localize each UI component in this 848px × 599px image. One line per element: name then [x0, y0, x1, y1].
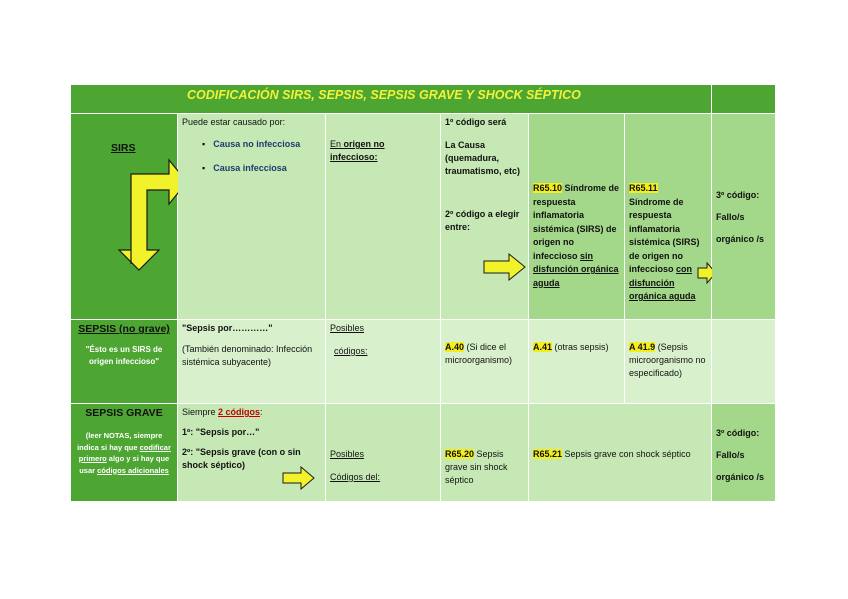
header-blank-cell [712, 85, 775, 114]
grave-organ-failure-label: Fallo/s [716, 450, 745, 460]
a41-cell [529, 320, 625, 404]
a419-text: A 41.9 (Sepsis microorganismo no especificado) [629, 342, 706, 378]
grave-codigos-label: Códigos del: [330, 472, 381, 482]
sepsis-desc-cell [178, 320, 326, 404]
grave-organ-label: orgánico /s [716, 472, 765, 482]
first-code-label: 1º código será [445, 117, 507, 127]
grave-code1: 1º: "Sepsis por…" [182, 427, 260, 437]
sirs-origin-cell [326, 114, 441, 320]
r6510-cell [529, 114, 625, 320]
sirs-origin-text: En origen no infeccioso: [330, 139, 385, 162]
sirs-causes-intro: Puede estar causado por: [182, 117, 286, 127]
list-item: ▪ Causa infecciosa [202, 163, 287, 173]
list-item: ▪ Causa no infecciosa [202, 139, 301, 149]
r6521-text: R65.21 Sepsis grave con shock séptico [533, 449, 691, 459]
a41-text: A.41 (otras sepsis) [533, 342, 609, 352]
organ-failure-label: Fallo/s [716, 212, 745, 222]
sepsis-title: "Sepsis por…………" [182, 323, 273, 333]
r6520-text: R65.20 Sepsis grave sin shock séptico [445, 449, 508, 485]
cause-infectious: Causa infecciosa [213, 163, 287, 173]
a40-cell [441, 320, 529, 404]
cause-text: La Causa (quemadura, traumatismo, etc) [445, 140, 521, 176]
sepsis-aka: (También denominado: Infección sistémica subyacente) [182, 344, 313, 367]
sepsis-label: SEPSIS (no grave) [78, 323, 170, 335]
sirs-label-cell [71, 114, 178, 320]
grave-code2: 2º: "Sepsis grave (con o sin shock séptico) [182, 447, 301, 470]
sepsis-posibles-cell [326, 320, 441, 404]
page-title: CODIFICACIÓN SIRS, SEPSIS, SEPSIS GRAVE Y SHOCK SÉPTICO [187, 88, 581, 102]
sirs-first-code-cell [441, 114, 529, 320]
grave-note: (leer NOTAS, siempre indica si hay que codificar primero algo y si hay que usar códigos adicionales [77, 431, 171, 475]
grave-right-arrow-icon [282, 466, 316, 490]
grave-label: SEPSIS GRAVE [85, 407, 163, 419]
r6511-cell [625, 114, 712, 320]
r6510-text: R65.10 Síndrome de respuesta inflamatoria sistémica (SIRS) de origen no infeccioso sin disfunción orgánica aguda [533, 183, 620, 288]
r6520-cell [441, 404, 529, 501]
a419-cell [625, 320, 712, 404]
sirs-causes-cell [178, 114, 326, 320]
grave-siempre: Siempre 2 códigos: [182, 407, 263, 417]
posibles-label: Posibles [330, 323, 365, 333]
sepsis-label-cell [71, 320, 178, 404]
cause-non-infectious: Causa no infecciosa [213, 139, 301, 149]
organ-label: orgánico /s [716, 234, 765, 244]
codigos-label: códigos: [334, 346, 368, 356]
right-arrow-icon [483, 253, 527, 281]
grave-third-code-cell [712, 404, 775, 501]
a40-text: A.40 (Si dice el microorganismo) [445, 342, 513, 365]
r6511-text: R65.11 Síndrome de respuesta inflamatoria sistémica (SIRS) de origen no infeccioso con disfunción orgánica aguda [629, 183, 700, 301]
grave-third-code-label: 3º código: [716, 428, 760, 438]
sepsis-note: "Ésto es un SIRS de origen infeccioso" [85, 345, 163, 366]
third-code-label: 3º código: [716, 190, 760, 200]
grave-posibles-label: Posibles [330, 449, 365, 459]
grave-label-cell [71, 404, 178, 501]
sirs-third-code-cell [712, 114, 775, 320]
grave-posibles-cell [326, 404, 441, 501]
sirs-label: SIRS [111, 142, 136, 154]
table-header [71, 85, 712, 114]
second-code-label: 2º código a elegir entre: [445, 209, 520, 232]
r6521-cell [529, 404, 712, 501]
sepsis-blank-cell [712, 320, 775, 404]
bend-arrow-icon [117, 158, 185, 278]
grave-desc-cell [178, 404, 326, 501]
coding-table [71, 85, 775, 501]
